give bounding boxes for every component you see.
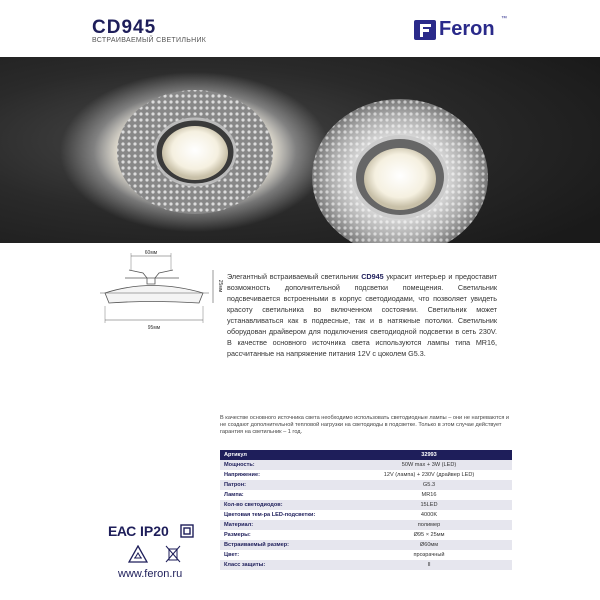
desc-model: CD945 [361, 272, 384, 281]
spec-row [220, 480, 512, 490]
spec-row [220, 540, 512, 550]
spec-row [220, 470, 512, 480]
spec-row [220, 560, 512, 570]
dim-height-label: 25мм [217, 279, 223, 293]
spec-key: Лампа: [224, 492, 244, 498]
spec-key: Кол-во светодиодов: [220, 500, 346, 510]
spec-value: 4000K [420, 512, 438, 518]
spec-value: прозрачный [413, 552, 445, 558]
spec-key: Цвет: [224, 552, 240, 558]
ip-rating: IP20 [140, 523, 169, 539]
spec-value: полимер [346, 520, 512, 530]
spec-value: 50W max + 3W (LED) [346, 460, 512, 470]
spec-key: Материал: [220, 520, 346, 530]
spec-row [220, 550, 512, 560]
spec-value: II [346, 560, 512, 570]
spec-key: Цветовая тем-ра LED-подсветки: [224, 512, 316, 518]
desc-pre: Элегантный встраиваемый светильник [227, 272, 362, 281]
spec-key: Напряжение: [224, 472, 260, 478]
spec-value: 32993 [346, 450, 512, 460]
spec-value: G5.3 [346, 480, 512, 490]
spec-row [220, 530, 512, 540]
lit-fixture-left [60, 72, 330, 232]
double-insulation-icon [180, 524, 194, 538]
crossed-bin-icon [165, 544, 181, 564]
feron-emblem-icon [413, 18, 437, 42]
desc-post: украсит интерьер и предоставит возможность дополнительной подсветки помещения. Светильник подсвечивается встроенными в корпус светодиодами, что позволяет увидеть красоту светильника во включенном состоянии. Светильник может устанавливаться как в подвесные, так и в натяжные потолки. Светильник оборудован драйвером для подключения светодиодной подсветки в сеть 230V. В качестве основного источника света используются лампы типа MR16, рассчитанные на напряжение питания 12V с цоколем G5.3. [227, 272, 497, 358]
spec-row [220, 500, 512, 510]
product-description [227, 271, 497, 359]
dim-bottom-label: 95мм [147, 325, 161, 331]
spec-value: MR16 [421, 492, 437, 498]
spec-row [220, 490, 512, 500]
spec-row [220, 510, 512, 520]
brand-name: Feron [439, 18, 495, 40]
feron-logo [413, 18, 513, 42]
dim-top-label: 60мм [144, 250, 158, 256]
spec-key: Размеры: [224, 532, 251, 538]
spec-key: Класс защиты: [220, 560, 346, 570]
website-link[interactable]: www.feron.ru [118, 568, 183, 580]
trademark-sign: ™ [501, 16, 507, 22]
spec-value: 15LED [346, 500, 512, 510]
product-photo [0, 57, 600, 243]
product-model-title: CD945 [92, 17, 157, 38]
eac-mark: ЕАС [108, 523, 136, 539]
spec-key: Мощность: [220, 460, 346, 470]
spec-key: Встраиваемый размер: [220, 540, 346, 550]
spec-value: Ø60мм [346, 540, 512, 550]
spec-value: Ø95 × 25мм [413, 532, 445, 538]
warranty-notice: В качестве основного источника света необходимо использовать светодиодные лампы – они не нагреваются и не создают дополнительной тепловой нагрузки на светодиоды в подсветке. Только в этом случае действует гарантия на светильник – 1 год. [220, 415, 510, 436]
spec-table [220, 450, 512, 570]
luminaire-mount-triangle-icon [128, 545, 148, 563]
spec-key: Патрон: [220, 480, 346, 490]
spec-row [220, 450, 512, 460]
spec-key: Артикул [220, 450, 346, 460]
spec-row [220, 460, 512, 470]
spec-value: 12V (лампа) + 230V (драйвер LED) [383, 472, 475, 478]
dimension-drawing [95, 248, 225, 340]
spec-row [220, 520, 512, 530]
product-subtitle: ВСТРАИВАЕМЫЙ СВЕТИЛЬНИК [92, 37, 207, 44]
